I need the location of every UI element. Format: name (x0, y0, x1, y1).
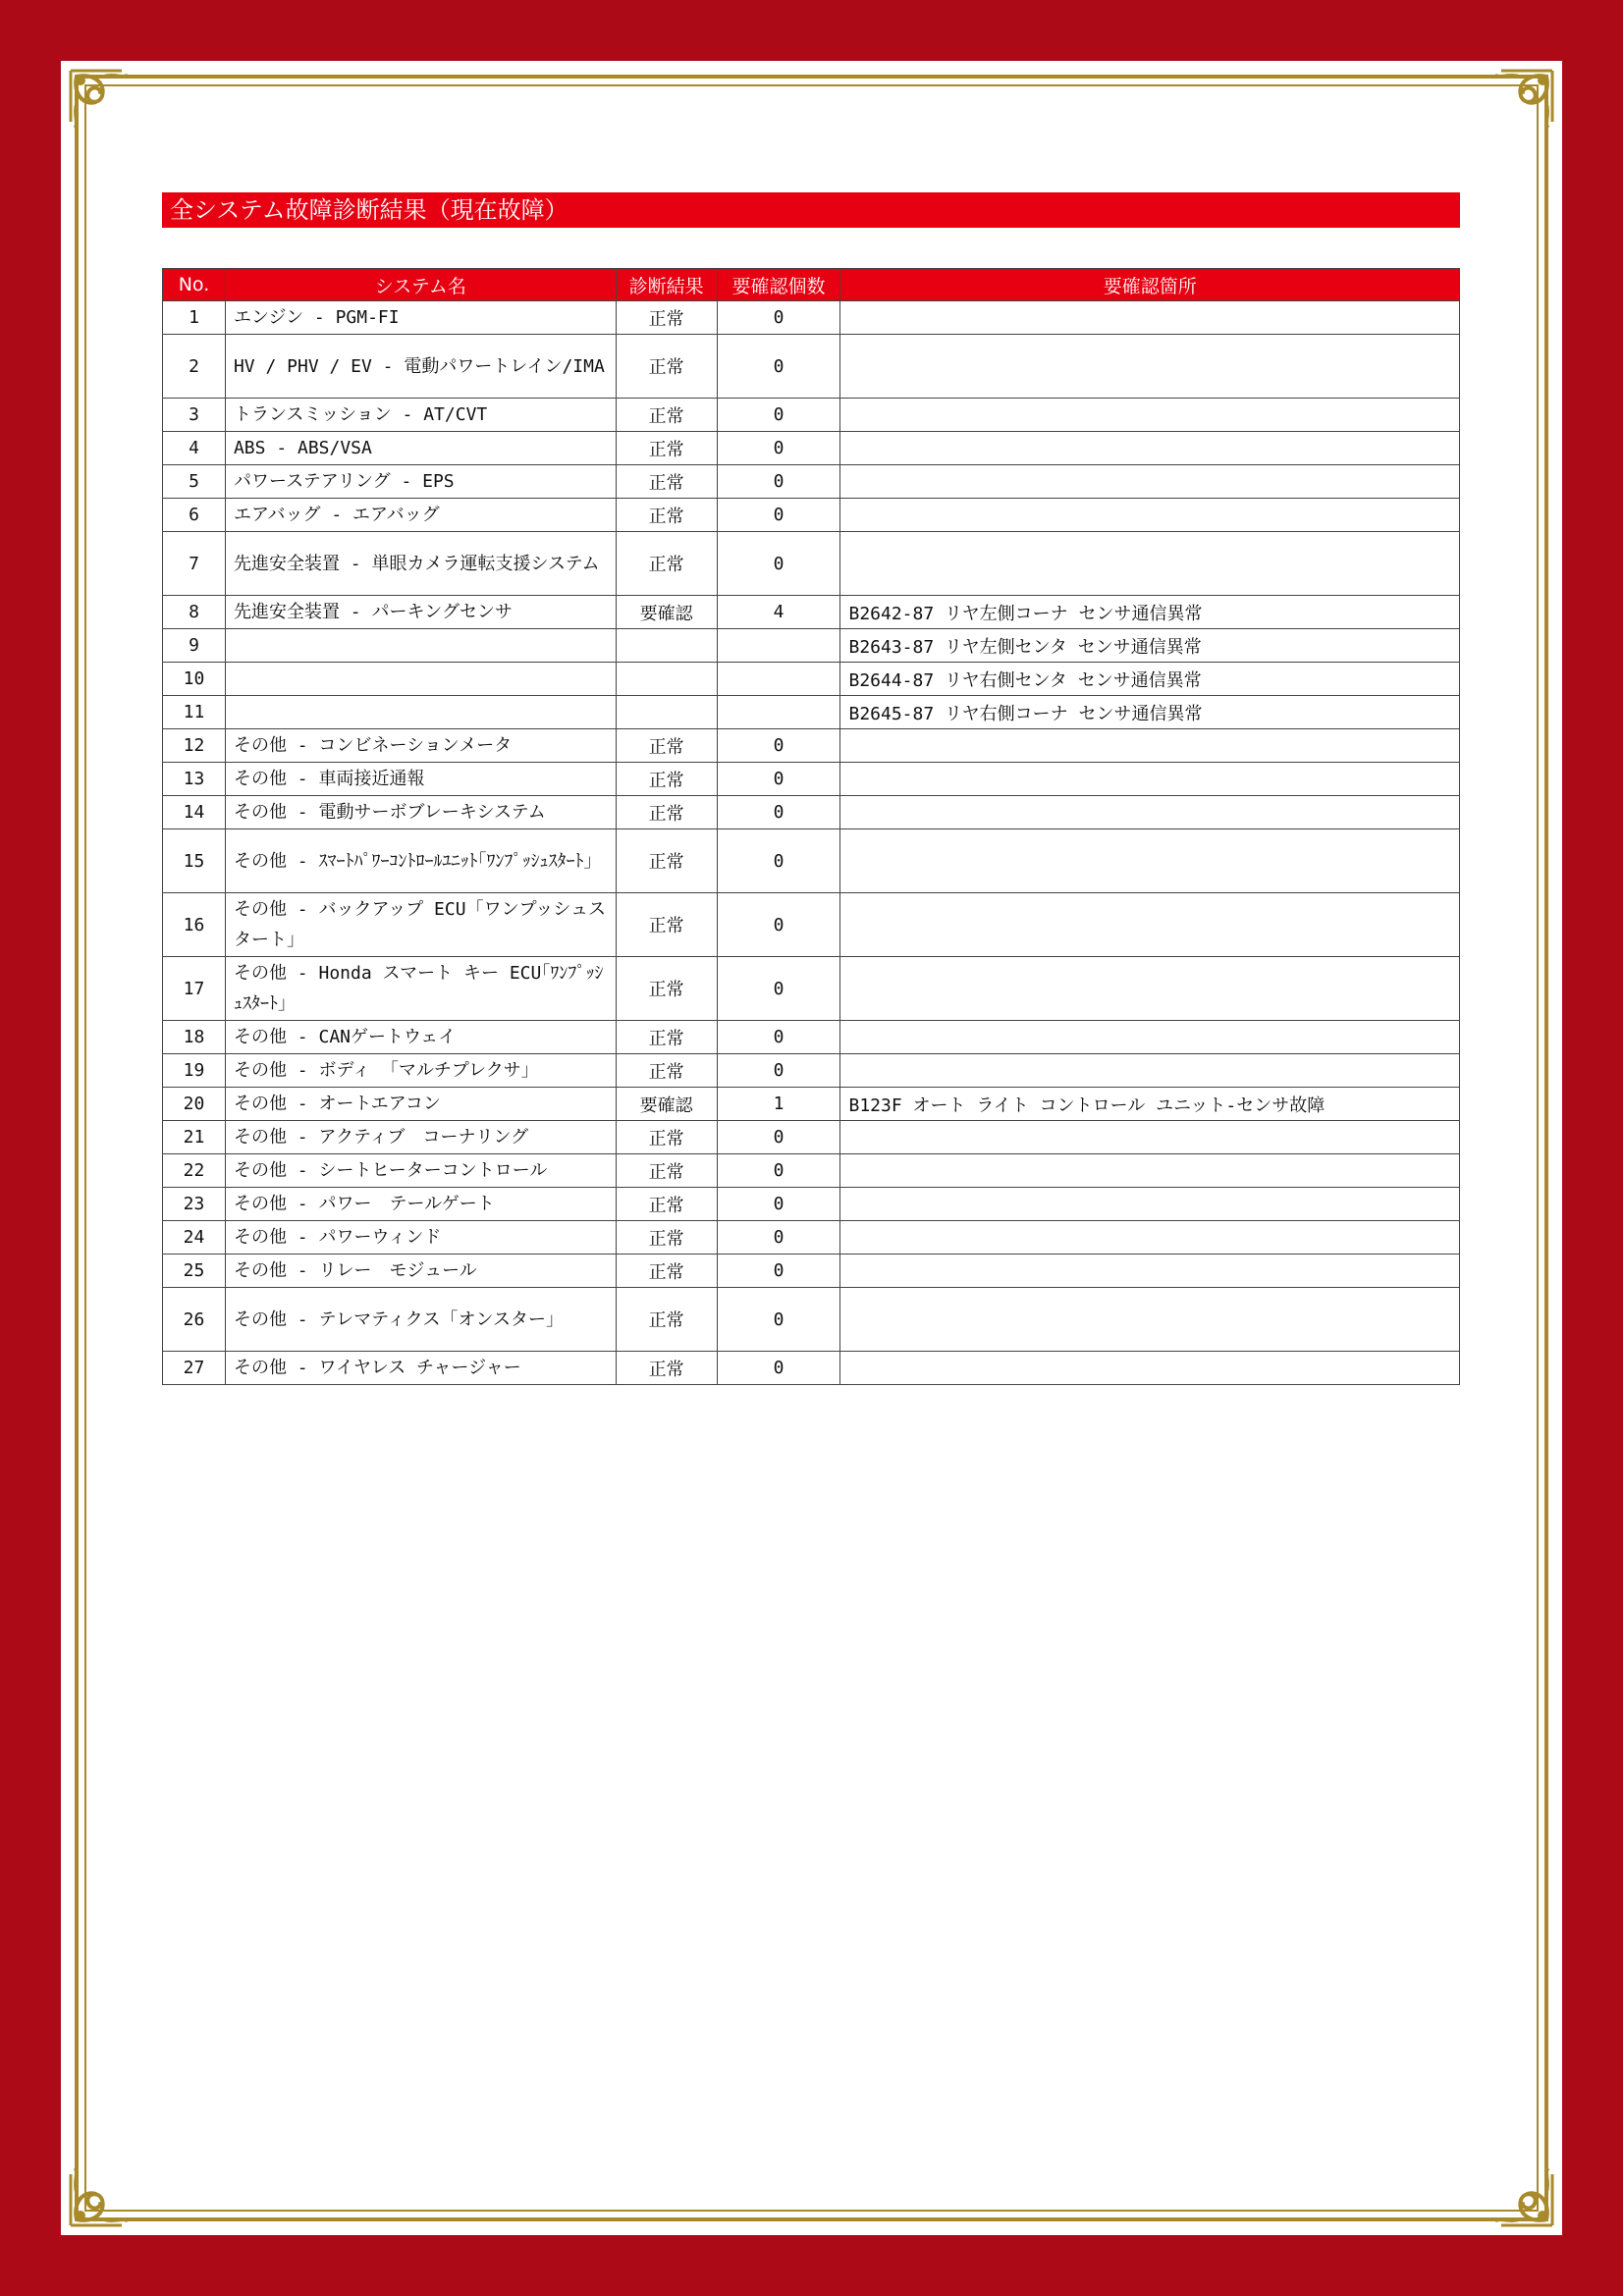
cell-result: 正常 (616, 465, 717, 499)
cell-no: 18 (163, 1021, 226, 1054)
cell-no: 19 (163, 1054, 226, 1088)
cell-check-count: 0 (717, 532, 840, 596)
cell-no: 26 (163, 1288, 226, 1352)
cell-system-name: その他 - 車両接近通報 (225, 763, 616, 796)
cell-check-location (840, 465, 1460, 499)
table-row (163, 432, 1460, 465)
cell-no: 14 (163, 796, 226, 829)
cell-result: 正常 (616, 532, 717, 596)
cell-system-name: その他 - コンビネーションメータ (225, 729, 616, 763)
cell-check-location: B2645-87 リヤ右側コーナ センサ通信異常 (840, 696, 1460, 729)
cell-check-count: 0 (717, 763, 840, 796)
cell-result: 正常 (616, 893, 717, 957)
cell-check-count: 1 (717, 1088, 840, 1121)
table-row (163, 1121, 1460, 1154)
cell-check-count: 0 (717, 893, 840, 957)
table-row (163, 1021, 1460, 1054)
table-row (163, 729, 1460, 763)
cell-no: 1 (163, 301, 226, 335)
cell-no: 8 (163, 596, 226, 629)
corner-ornament-icon (1476, 2149, 1560, 2233)
cell-system-name: 先進安全装置 - 単眼カメラ運転支援システム (225, 532, 616, 596)
cell-system-name (225, 696, 616, 729)
table-row (163, 829, 1460, 893)
cell-check-location (840, 301, 1460, 335)
cell-check-location (840, 957, 1460, 1021)
cell-system-name (225, 629, 616, 663)
cell-no: 3 (163, 399, 226, 432)
cell-check-count: 0 (717, 499, 840, 532)
cell-result: 正常 (616, 729, 717, 763)
table-row (163, 301, 1460, 335)
cell-check-count: 0 (717, 1352, 840, 1385)
cell-system-name: 先進安全装置 - パーキングセンサ (225, 596, 616, 629)
cell-check-location: B2644-87 リヤ右側センタ センサ通信異常 (840, 663, 1460, 696)
table-row (163, 1088, 1460, 1121)
cell-check-count: 0 (717, 1288, 840, 1352)
table-row (163, 1054, 1460, 1088)
cell-check-location (840, 729, 1460, 763)
cell-check-location (840, 829, 1460, 893)
corner-ornament-icon (1476, 63, 1560, 147)
table-row (163, 1154, 1460, 1188)
corner-ornament-icon (63, 63, 147, 147)
table-row (163, 763, 1460, 796)
cell-check-count: 0 (717, 829, 840, 893)
cell-check-count: 0 (717, 957, 840, 1021)
cell-check-location (840, 1288, 1460, 1352)
table-row (163, 957, 1460, 1021)
cell-system-name: その他 - 電動サーボブレーキシステム (225, 796, 616, 829)
header-system-name: システム名 (225, 269, 616, 301)
cell-no: 21 (163, 1121, 226, 1154)
cell-result: 正常 (616, 1221, 717, 1255)
cell-no: 17 (163, 957, 226, 1021)
cell-system-name: その他 - ｽﾏｰﾄﾊﾟﾜｰｺﾝﾄﾛｰﾙﾕﾆｯﾄ｢ﾜﾝﾌﾟｯｼｭｽﾀｰﾄ｣ (225, 829, 616, 893)
table-row (163, 596, 1460, 629)
table-row (163, 1221, 1460, 1255)
cell-result (616, 696, 717, 729)
table-row (163, 1352, 1460, 1385)
table-row (163, 893, 1460, 957)
cell-no: 23 (163, 1188, 226, 1221)
cell-check-location (840, 763, 1460, 796)
cell-check-location (840, 1352, 1460, 1385)
header-check-location: 要確認箇所 (840, 269, 1460, 301)
cell-result: 正常 (616, 399, 717, 432)
cell-check-count: 0 (717, 399, 840, 432)
table-row (163, 1255, 1460, 1288)
cell-no: 16 (163, 893, 226, 957)
cell-check-location (840, 335, 1460, 399)
cell-check-count (717, 663, 840, 696)
cell-result: 要確認 (616, 596, 717, 629)
cell-check-count: 0 (717, 301, 840, 335)
cell-check-count: 0 (717, 729, 840, 763)
cell-system-name: エンジン - PGM-FI (225, 301, 616, 335)
cell-result: 正常 (616, 796, 717, 829)
cell-system-name: パワーステアリング - EPS (225, 465, 616, 499)
cell-system-name: その他 - CANゲートウェイ (225, 1021, 616, 1054)
table-row (163, 663, 1460, 696)
table-row (163, 629, 1460, 663)
cell-result: 正常 (616, 335, 717, 399)
cell-result: 正常 (616, 957, 717, 1021)
header-result: 診断結果 (616, 269, 717, 301)
table-row (163, 335, 1460, 399)
cell-check-count: 0 (717, 465, 840, 499)
cell-result: 正常 (616, 1054, 717, 1088)
cell-check-location (840, 1021, 1460, 1054)
cell-no: 11 (163, 696, 226, 729)
cell-check-count: 4 (717, 596, 840, 629)
cell-check-location: B123F オート ライト コントロール ユニット-センサ故障 (840, 1088, 1460, 1121)
cell-system-name: その他 - Honda スマート キー ECU｢ﾜﾝﾌﾟｯｼｭｽﾀｰﾄ｣ (225, 957, 616, 1021)
cell-no: 4 (163, 432, 226, 465)
cell-system-name: その他 - アクティブ コーナリング (225, 1121, 616, 1154)
cell-result: 正常 (616, 1288, 717, 1352)
cell-check-location (840, 532, 1460, 596)
corner-ornament-icon (63, 2149, 147, 2233)
cell-system-name: その他 - テレマティクス「オンスター」 (225, 1288, 616, 1352)
cell-check-location (840, 1188, 1460, 1221)
cell-check-location (840, 1255, 1460, 1288)
cell-check-count: 0 (717, 1188, 840, 1221)
cell-system-name: その他 - パワーウィンド (225, 1221, 616, 1255)
cell-no: 20 (163, 1088, 226, 1121)
cell-check-count: 0 (717, 1054, 840, 1088)
table-row (163, 796, 1460, 829)
cell-result: 正常 (616, 829, 717, 893)
table-row (163, 1288, 1460, 1352)
cell-no: 25 (163, 1255, 226, 1288)
cell-check-count (717, 696, 840, 729)
cell-no: 7 (163, 532, 226, 596)
cell-check-count: 0 (717, 432, 840, 465)
cell-check-location (840, 796, 1460, 829)
table-body (163, 301, 1460, 1385)
cell-system-name: その他 - リレー モジュール (225, 1255, 616, 1288)
cell-result: 正常 (616, 763, 717, 796)
cell-no: 10 (163, 663, 226, 696)
table-row (163, 696, 1460, 729)
cell-no: 22 (163, 1154, 226, 1188)
cell-check-count: 0 (717, 1021, 840, 1054)
table-header-row (163, 269, 1460, 301)
cell-check-count: 0 (717, 796, 840, 829)
cell-result: 正常 (616, 1121, 717, 1154)
header-no: No. (163, 269, 226, 301)
cell-check-location (840, 1121, 1460, 1154)
cell-no: 12 (163, 729, 226, 763)
cell-result: 正常 (616, 499, 717, 532)
cell-check-location (840, 1054, 1460, 1088)
cell-result (616, 663, 717, 696)
cell-check-location: B2642-87 リヤ左側コーナ センサ通信異常 (840, 596, 1460, 629)
table-row (163, 532, 1460, 596)
cell-system-name: その他 - ボディ 「マルチプレクサ」 (225, 1054, 616, 1088)
cell-result: 正常 (616, 1154, 717, 1188)
cell-no: 13 (163, 763, 226, 796)
cell-check-location (840, 1154, 1460, 1188)
cell-system-name: その他 - ワイヤレス チャージャー (225, 1352, 616, 1385)
cell-check-count: 0 (717, 1121, 840, 1154)
cell-result: 正常 (616, 1021, 717, 1054)
cell-check-count: 0 (717, 1255, 840, 1288)
cell-no: 24 (163, 1221, 226, 1255)
header-check-count: 要確認個数 (717, 269, 840, 301)
report-page (61, 61, 1562, 2235)
cell-check-location (840, 399, 1460, 432)
cell-result: 正常 (616, 1352, 717, 1385)
cell-no: 5 (163, 465, 226, 499)
table-row (163, 499, 1460, 532)
cell-check-location (840, 499, 1460, 532)
cell-system-name: その他 - シートヒーターコントロール (225, 1154, 616, 1188)
table-row (163, 1188, 1460, 1221)
cell-check-location: B2643-87 リヤ左側センタ センサ通信異常 (840, 629, 1460, 663)
cell-system-name (225, 663, 616, 696)
cell-system-name: トランスミッション - AT/CVT (225, 399, 616, 432)
cell-result: 正常 (616, 1188, 717, 1221)
cell-no: 15 (163, 829, 226, 893)
cell-no: 9 (163, 629, 226, 663)
cell-system-name: その他 - バックアップ ECU「ワンプッシュスタート」 (225, 893, 616, 957)
cell-no: 6 (163, 499, 226, 532)
cell-no: 2 (163, 335, 226, 399)
cell-check-location (840, 432, 1460, 465)
cell-system-name: ABS - ABS/VSA (225, 432, 616, 465)
cell-check-count: 0 (717, 1221, 840, 1255)
page-title: 全システム故障診断結果（現在故障） (162, 192, 1460, 228)
cell-system-name: HV / PHV / EV - 電動パワートレイン/IMA (225, 335, 616, 399)
cell-check-count: 0 (717, 1154, 840, 1188)
cell-system-name: その他 - パワー テールゲート (225, 1188, 616, 1221)
table-row (163, 399, 1460, 432)
diagnosis-table (162, 268, 1460, 1385)
cell-no: 27 (163, 1352, 226, 1385)
cell-result: 正常 (616, 1255, 717, 1288)
cell-result (616, 629, 717, 663)
table-row (163, 465, 1460, 499)
cell-system-name: エアバッグ - エアバッグ (225, 499, 616, 532)
cell-check-count (717, 629, 840, 663)
cell-check-location (840, 1221, 1460, 1255)
cell-result: 要確認 (616, 1088, 717, 1121)
cell-result: 正常 (616, 301, 717, 335)
cell-result: 正常 (616, 432, 717, 465)
cell-system-name: その他 - オートエアコン (225, 1088, 616, 1121)
cell-check-location (840, 893, 1460, 957)
cell-check-count: 0 (717, 335, 840, 399)
